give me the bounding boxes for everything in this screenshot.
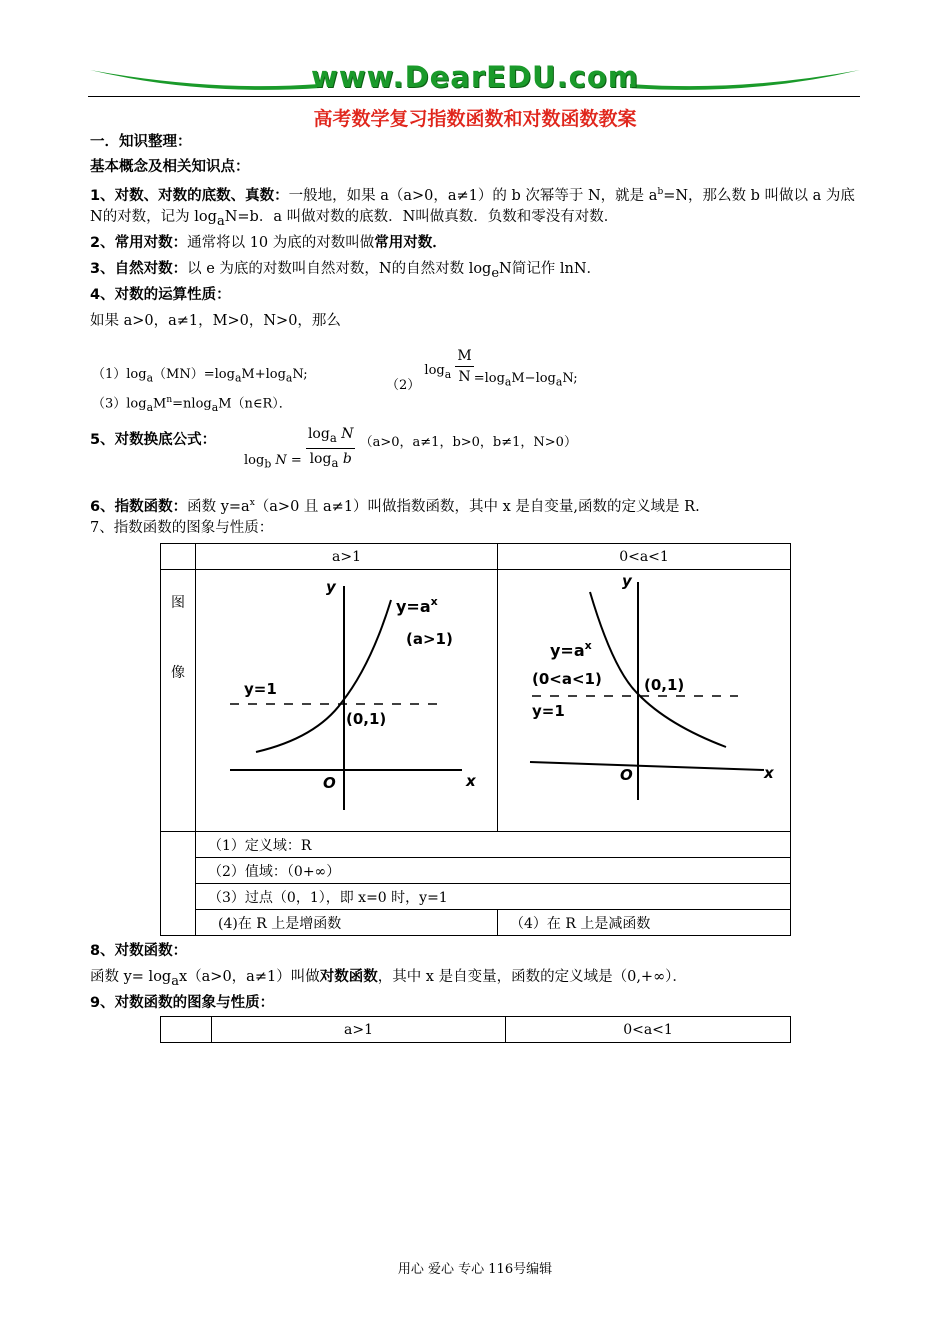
origin-label: O [620, 766, 633, 784]
para-3: 3、自然对数：以 e 为底的对数叫自然对数，N的自然对数 $\log_eN$简记作 lnN． [90, 261, 602, 281]
site-logo[interactable]: www.DearEDU.com [311, 60, 639, 94]
para-8: 函数 $y= \log_ax(a>0$，a≠1）叫做对数函数，其中 x 是自变量，函数的定义域是（0,+∞）． [90, 969, 687, 989]
prop-point: （3）过点（0，1），即 x=0 时，y=1 [196, 884, 791, 910]
para-2: 2、常用对数：通常将以 10 为底的对数叫做常用对数． [90, 235, 447, 251]
cond-label: (a>1) [406, 630, 453, 648]
x-axis [530, 762, 764, 770]
subheading-basic: 基本概念及相关知识点： [90, 159, 250, 175]
origin-label: O [323, 774, 336, 792]
prop-decreasing: （4）在 R 上是减函数 [498, 910, 791, 936]
page-title: 高考数学复习指数函数和对数函数教案 [313, 108, 637, 130]
para-1-cont: N的对数，记为 $\log_aN=b$．a 叫做对数的底数．N叫做真数．负数和零没有对数． [90, 209, 619, 229]
prop-increasing: (4)在 R 上是增函数 [196, 910, 498, 936]
change-of-base-formula: $\log_b N$ = $\frac{\log_a N}{\log_a b}$ （a>0，a≠1，b>0，b≠1，N>0） [244, 426, 577, 471]
para-9-heading: 9、对数函数的图象与性质： [90, 995, 275, 1011]
log-table-header-a-gt-1: a>1 [212, 1017, 506, 1043]
header-divider [88, 96, 860, 97]
para-1: 1、对数、对数的底数、真数：一般地，如果 a（a>0，a≠1）的 b 次幂等于 N，就是 $a^b=N$，那么数 b 叫做以 a 为底 [90, 187, 855, 204]
point-label: (0,1) [346, 710, 387, 728]
func-label: $y=a^x$ [396, 595, 438, 616]
y1-label: y=1 [244, 680, 277, 698]
graph-exp-increasing [196, 570, 496, 830]
prop-domain: （1）定义域：R [196, 832, 791, 858]
para-4-heading: 4、对数的运算性质： [90, 287, 231, 303]
rule-3: $(3)\log_aM^n=nlog_aM(n\in R)$． [92, 395, 292, 414]
exp-curve [256, 600, 391, 752]
log-table-header-a-lt-1: 0<a<1 [506, 1017, 791, 1043]
para-6: 6、指数函数：函数 $y=a^x(a>0$ 且 a≠1）叫做指数函数，其中 x 是自变量,函数的定义域是 R. [90, 498, 700, 515]
para-5: 5、对数换底公式： [90, 432, 217, 448]
y-axis-label: y [622, 572, 632, 590]
cond-label: (0<a<1) [532, 670, 602, 688]
para-8-heading: 8、对数函数： [90, 943, 188, 959]
table-header-a-gt-1: a>1 [196, 544, 498, 570]
y-axis-label: y [326, 578, 336, 596]
y1-label: y=1 [532, 702, 565, 720]
func-label: $y=a^x$ [550, 639, 592, 660]
para-7: 7、指数函数的图象与性质： [90, 520, 274, 536]
table-header-a-lt-1: 0<a<1 [498, 544, 791, 570]
prop-range: （2）值域：（0+∞） [196, 858, 791, 884]
x-axis-label: x [764, 764, 774, 782]
exp-curve [590, 592, 726, 747]
page-footer: 用心 爱心 专心 116号编辑 [397, 1262, 553, 1277]
rule-1: $(1)\log_a(MN)=\log_aM+\log_aN$; [92, 367, 308, 385]
rule-2: （2） $\log_a$ $\frac{M}{N}$ $=\log_aM-\log_aN$; [386, 348, 578, 393]
section-heading: 一．知识整理： [90, 134, 192, 150]
x-axis-label: x [466, 772, 476, 790]
log-function-table [160, 1016, 791, 1043]
para-4-condition: 如果 a>0，a≠1，M>0，N>0，那么 [90, 313, 341, 329]
point-label: (0,1) [644, 676, 685, 694]
row-label-graph: 图 像 [161, 570, 196, 832]
graph-exp-decreasing [498, 570, 788, 830]
